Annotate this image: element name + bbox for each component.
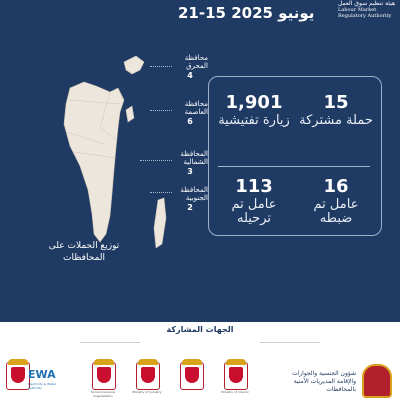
map-sitra-island [126,106,134,122]
gov-southern [172,186,208,212]
leader-northern [140,160,172,161]
leader-southern [150,192,172,193]
stat-campaigns-value: 15 [323,92,349,113]
gov-northern [172,150,208,176]
partner-seal-4 [180,362,204,390]
nationality-affairs-text: شؤون الجنسية والجوازات والإقامة المديريات الأمنية بالمحافظات [291,370,356,393]
gov-southern-name: المحافظة الجنوبية [180,186,208,202]
stat-caught [296,176,376,226]
gov-capital-name: محافظة العاصمة [184,100,208,116]
gov-northern-name: المحافظة الشمالية [180,150,208,166]
lmra-logo-english-1: Labour Market [338,7,377,13]
distribution-label: توزيع الحملات على المحافظات [48,241,120,263]
partner-caption-2: Social Insurance Organization [90,390,116,398]
stats-divider [218,166,370,167]
leader-muharraq [150,66,172,67]
stat-deported [214,176,294,226]
map-muharraq-island [124,56,144,74]
stat-visits-value: 1,901 [225,92,283,113]
participants-line-right [260,342,320,343]
stat-visits [214,92,294,128]
date-range: 21-15 يونيو 2025 [178,4,315,22]
bahrain-map [40,48,170,258]
lmra-logo [338,0,400,40]
partner-seal-3 [136,362,160,390]
lmra-logo-english-2: Regulatory Authority [338,13,392,19]
stat-caught-label: عامل تم ضبطه [313,197,359,226]
stat-caught-value: 16 [323,176,349,197]
ewa-logo: EWA [28,368,56,381]
gov-capital-count: 6 [187,117,193,126]
participants-line-left [80,342,140,343]
map-main-island [64,82,124,242]
gov-muharraq-name: محافظة المحرق [184,54,208,70]
ewa-logo-subtitle: Electricity & Water Authority [28,382,57,390]
gov-capital [172,100,208,126]
partner-caption-3: Ministry of Industry [132,390,162,394]
lmra-logo-arabic: هيئة تنظيم سوق العمل [338,0,396,7]
partner-seal-5 [224,362,248,390]
ministry-interior-emblem [362,364,392,398]
stat-deported-label: عامل تم ترحيله [231,197,277,226]
gov-muharraq-count: 4 [187,71,193,80]
gov-northern-count: 3 [187,167,193,176]
leader-capital [150,110,172,111]
participants-title: الجهات المشاركة [166,325,234,334]
stat-campaigns-label: حملة مشتركة [299,113,373,128]
partner-seal-2 [92,362,116,390]
stat-campaigns [296,92,376,128]
stat-deported-value: 113 [235,176,273,197]
map-hawar-islands [154,198,166,248]
partner-logos [0,352,400,400]
gov-muharraq [172,54,208,80]
stat-visits-label: زيارة تفتيشية [218,113,290,128]
partner-seal-1 [6,362,30,390]
gov-southern-count: 2 [187,203,193,212]
partner-caption-5: Ministry of Interior [221,390,249,394]
